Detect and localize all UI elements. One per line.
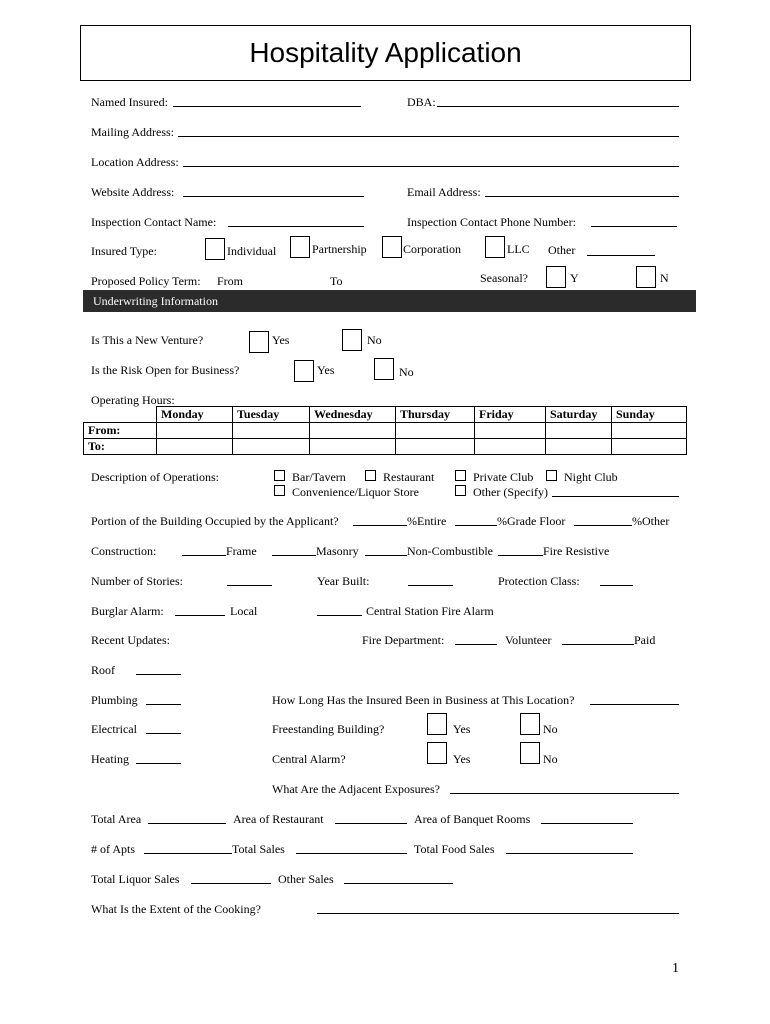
- roof-label: Roof: [91, 663, 115, 677]
- new-venture-no-checkbox[interactable]: [342, 329, 362, 351]
- electrical-field[interactable]: [146, 733, 181, 734]
- freestanding-yes-label: Yes: [453, 722, 471, 736]
- protection-class-field[interactable]: [600, 585, 633, 586]
- electrical-label: Electrical: [91, 722, 137, 736]
- grade-floor-field[interactable]: [455, 525, 497, 526]
- freestanding-no-checkbox[interactable]: [520, 713, 540, 735]
- business-length-field[interactable]: [590, 704, 679, 705]
- hours-cell[interactable]: [546, 439, 612, 455]
- dba-field[interactable]: [437, 106, 679, 107]
- volunteer-label: Volunteer: [505, 633, 552, 647]
- stories-field[interactable]: [227, 585, 272, 586]
- adjacent-exposures-field[interactable]: [450, 793, 679, 794]
- other-portion-field[interactable]: [574, 525, 632, 526]
- paid-label: Paid: [634, 633, 656, 647]
- other-specify-field[interactable]: [552, 496, 679, 497]
- hours-cell[interactable]: [612, 439, 687, 455]
- risk-open-yes-label: Yes: [317, 363, 335, 377]
- restaurant-area-label: Area of Restaurant: [233, 812, 324, 826]
- cooking-field[interactable]: [317, 913, 679, 914]
- policy-term-label: Proposed Policy Term:: [91, 274, 201, 288]
- risk-open-no-label: No: [399, 365, 414, 379]
- operating-hours-label: Operating Hours:: [91, 393, 175, 407]
- adjacent-exposures-label: What Are the Adjacent Exposures?: [272, 782, 440, 796]
- other-sales-label: Other Sales: [278, 872, 334, 886]
- policy-from-label: From: [217, 274, 244, 288]
- hours-header-tuesday: Tuesday: [233, 407, 310, 423]
- portion-label: Portion of the Building Occupied by the Applicant?: [91, 514, 339, 528]
- named-insured-label: Named Insured:: [91, 95, 168, 109]
- freestanding-label: Freestanding Building?: [272, 722, 385, 736]
- total-sales-label: Total Sales: [232, 842, 285, 856]
- roof-field[interactable]: [136, 674, 181, 675]
- risk-open-label: Is the Risk Open for Business?: [91, 363, 240, 377]
- page-title: Hospitality Application: [249, 37, 522, 68]
- risk-open-no-checkbox[interactable]: [374, 358, 394, 380]
- corporation-checkbox[interactable]: [382, 236, 402, 258]
- new-venture-yes-checkbox[interactable]: [249, 331, 269, 353]
- masonry-label: Masonry: [316, 544, 359, 558]
- partnership-checkbox[interactable]: [290, 236, 310, 258]
- apts-label: # of Apts: [91, 842, 136, 856]
- fire-resistive-field[interactable]: [498, 555, 543, 556]
- bar-tavern-label: Bar/Tavern: [292, 470, 346, 484]
- seasonal-yes-checkbox[interactable]: [546, 266, 566, 288]
- grade-floor-label: %Grade Floor: [497, 514, 566, 528]
- non-combustible-field[interactable]: [365, 555, 407, 556]
- paid-field[interactable]: [562, 644, 634, 645]
- page-number: 1: [672, 961, 679, 976]
- recent-updates-label: Recent Updates:: [91, 633, 170, 647]
- hours-header-row: [84, 407, 687, 423]
- hours-from-row: [84, 423, 687, 439]
- underwriting-header: [83, 290, 696, 312]
- fire-resistive-label: Fire Resistive: [543, 544, 610, 558]
- inspection-contact-phone-field[interactable]: [591, 226, 677, 227]
- llc-label: LLC: [507, 242, 530, 256]
- total-area-label: Total Area: [91, 812, 142, 826]
- non-combustible-label: Non-Combustible: [407, 544, 493, 558]
- freestanding-no-label: No: [543, 722, 558, 736]
- hours-to-label: To:: [84, 439, 157, 455]
- entire-field[interactable]: [353, 525, 407, 526]
- central-station-field[interactable]: [317, 615, 362, 616]
- hours-cell[interactable]: [233, 423, 310, 439]
- other-type-field[interactable]: [587, 255, 655, 256]
- mailing-address-field[interactable]: [178, 136, 679, 137]
- banquet-area-field[interactable]: [541, 823, 633, 824]
- central-station-label: Central Station Fire Alarm: [366, 604, 494, 618]
- partnership-label: Partnership: [312, 242, 367, 256]
- hours-cell[interactable]: [396, 439, 475, 455]
- other-type-label: Other: [548, 243, 576, 257]
- inspection-contact-name-label: Inspection Contact Name:: [91, 215, 217, 229]
- masonry-field[interactable]: [272, 555, 316, 556]
- restaurant-label: Restaurant: [383, 470, 435, 484]
- heating-label: Heating: [91, 752, 129, 766]
- operations-label: Description of Operations:: [91, 470, 219, 484]
- location-address-field[interactable]: [183, 166, 679, 167]
- local-alarm-field[interactable]: [175, 615, 225, 616]
- new-venture-no-label: No: [367, 333, 382, 347]
- convenience-liquor-checkbox[interactable]: [274, 485, 285, 496]
- protection-class-label: Protection Class:: [498, 574, 580, 588]
- night-club-checkbox[interactable]: [546, 470, 557, 481]
- apts-field[interactable]: [144, 853, 232, 854]
- cooking-label: What Is the Extent of the Cooking?: [91, 902, 261, 916]
- dba-label: DBA:: [407, 95, 436, 109]
- burglar-alarm-label: Burglar Alarm:: [91, 604, 164, 618]
- total-area-field[interactable]: [148, 823, 226, 824]
- frame-field[interactable]: [182, 555, 226, 556]
- food-sales-field[interactable]: [506, 853, 633, 854]
- other-specify-checkbox[interactable]: [455, 485, 466, 496]
- hours-cell[interactable]: [546, 423, 612, 439]
- title-box: [80, 25, 691, 81]
- seasonal-no-label: N: [660, 271, 669, 285]
- individual-label: Individual: [227, 244, 277, 258]
- central-alarm-no-label: No: [543, 752, 558, 766]
- inspection-contact-phone-label: Inspection Contact Phone Number:: [407, 215, 576, 229]
- seasonal-label: Seasonal?: [480, 271, 528, 285]
- hours-corner-cell: [84, 407, 157, 423]
- construction-label: Construction:: [91, 544, 157, 558]
- risk-open-yes-checkbox[interactable]: [294, 360, 314, 382]
- corporation-label: Corporation: [403, 242, 461, 256]
- central-alarm-yes-label: Yes: [453, 752, 471, 766]
- business-length-label: How Long Has the Insured Been in Business at This Location?: [272, 693, 575, 707]
- hours-header-monday: Monday: [157, 407, 233, 423]
- central-alarm-no-checkbox[interactable]: [520, 742, 540, 764]
- hours-cell[interactable]: [310, 423, 396, 439]
- entire-label: %Entire: [407, 514, 447, 528]
- hours-cell[interactable]: [310, 439, 396, 455]
- hours-from-label: From:: [84, 423, 157, 439]
- underwriting-header-text: Underwriting Information: [93, 293, 218, 308]
- hours-header-thursday: Thursday: [396, 407, 475, 423]
- liquor-sales-label: Total Liquor Sales: [91, 872, 180, 886]
- hours-header-saturday: Saturday: [546, 407, 612, 423]
- food-sales-label: Total Food Sales: [414, 842, 495, 856]
- night-club-label: Night Club: [564, 470, 618, 484]
- liquor-sales-field[interactable]: [191, 883, 271, 884]
- new-venture-label: Is This a New Venture?: [91, 333, 204, 347]
- year-built-label: Year Built:: [317, 574, 370, 588]
- year-built-field[interactable]: [408, 585, 453, 586]
- inspection-contact-name-field[interactable]: [228, 226, 364, 227]
- total-sales-field[interactable]: [296, 853, 407, 854]
- restaurant-checkbox[interactable]: [365, 470, 376, 481]
- hours-header-friday: Friday: [475, 407, 546, 423]
- freestanding-yes-checkbox[interactable]: [427, 713, 447, 735]
- hours-header-sunday: Sunday: [612, 407, 687, 423]
- local-alarm-label: Local: [230, 604, 258, 618]
- individual-checkbox[interactable]: [205, 238, 225, 260]
- hours-header-wednesday: Wednesday: [310, 407, 396, 423]
- hours-cell[interactable]: [475, 439, 546, 455]
- convenience-liquor-label: Convenience/Liquor Store: [292, 485, 419, 499]
- frame-label: Frame: [226, 544, 257, 558]
- other-specify-label: Other (Specify): [473, 485, 548, 499]
- hours-cell[interactable]: [475, 423, 546, 439]
- operating-hours-table: [83, 406, 687, 455]
- private-club-checkbox[interactable]: [455, 470, 466, 481]
- hours-cell[interactable]: [157, 439, 233, 455]
- banquet-area-label: Area of Banquet Rooms: [414, 812, 531, 826]
- mailing-address-label: Mailing Address:: [91, 125, 174, 139]
- llc-checkbox[interactable]: [485, 236, 505, 258]
- email-address-label: Email Address:: [407, 185, 481, 199]
- policy-to-label: To: [330, 274, 343, 288]
- other-portion-label: %Other: [632, 514, 670, 528]
- bar-tavern-checkbox[interactable]: [274, 470, 285, 481]
- private-club-label: Private Club: [473, 470, 534, 484]
- seasonal-yes-label: Y: [570, 271, 579, 285]
- new-venture-yes-label: Yes: [272, 333, 290, 347]
- email-address-field[interactable]: [485, 196, 679, 197]
- other-sales-field[interactable]: [344, 883, 453, 884]
- location-address-label: Location Address:: [91, 155, 179, 169]
- volunteer-field[interactable]: [455, 644, 497, 645]
- fire-department-label: Fire Department:: [362, 633, 445, 647]
- stories-label: Number of Stories:: [91, 574, 183, 588]
- website-address-field[interactable]: [183, 196, 364, 197]
- restaurant-area-field[interactable]: [335, 823, 407, 824]
- central-alarm-label: Central Alarm?: [272, 752, 346, 766]
- seasonal-no-checkbox[interactable]: [636, 266, 656, 288]
- heating-field[interactable]: [136, 763, 181, 764]
- named-insured-field[interactable]: [173, 106, 361, 107]
- plumbing-label: Plumbing: [91, 693, 138, 707]
- insured-type-label: Insured Type:: [91, 244, 157, 258]
- hours-cell[interactable]: [396, 423, 475, 439]
- hours-cell[interactable]: [233, 439, 310, 455]
- hours-cell[interactable]: [612, 423, 687, 439]
- plumbing-field[interactable]: [146, 704, 181, 705]
- central-alarm-yes-checkbox[interactable]: [427, 742, 447, 764]
- website-address-label: Website Address:: [91, 185, 175, 199]
- hours-cell[interactable]: [157, 423, 233, 439]
- hours-to-row: [84, 439, 687, 455]
